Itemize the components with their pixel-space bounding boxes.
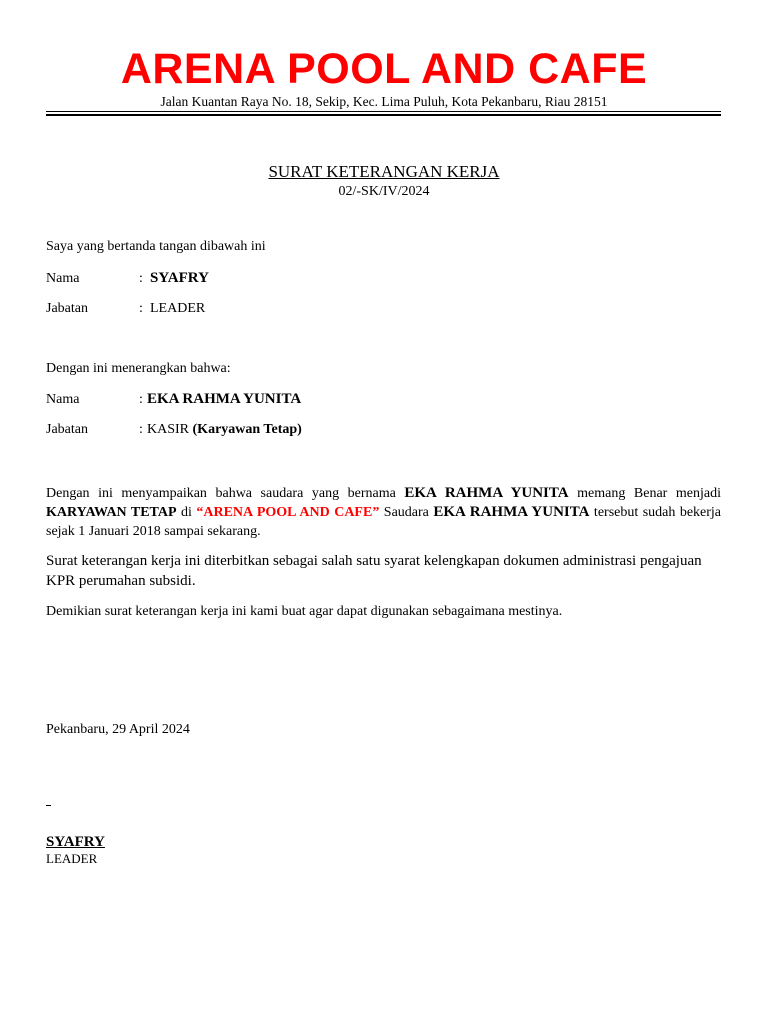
signer-name-value: SYAFRY bbox=[150, 270, 209, 286]
p1-text-b: memang Benar menjadi bbox=[568, 486, 721, 501]
header-divider-thick bbox=[46, 114, 721, 116]
statement-paragraph bbox=[46, 484, 721, 541]
employee-name-label: Nama bbox=[46, 392, 80, 407]
employee-name-colon: : bbox=[139, 392, 143, 407]
document-number: 02/-SK/IV/2024 bbox=[338, 184, 430, 199]
signer-position-value: LEADER bbox=[150, 301, 206, 316]
employee-position-value bbox=[147, 421, 302, 439]
employee-position-label: Jabatan bbox=[46, 422, 88, 437]
signer-name-colon: : bbox=[139, 271, 143, 286]
employee-status: (Karyawan Tetap) bbox=[192, 422, 302, 437]
p1-employee-name-2: EKA RAHMA YUNITA bbox=[433, 504, 590, 520]
header-divider-thin bbox=[46, 111, 721, 112]
place-date: Pekanbaru, 29 April 2024 bbox=[46, 722, 190, 737]
employee-name-value: EKA RAHMA YUNITA bbox=[147, 391, 302, 407]
p1-employment-status: KARYAWAN TETAP bbox=[46, 505, 177, 520]
company-name: ARENA POOL AND CAFE bbox=[120, 45, 648, 93]
signature-mark bbox=[46, 805, 51, 806]
employee-intro: Dengan ini menerangkan bahwa: bbox=[46, 361, 231, 376]
employee-position-text: KASIR bbox=[147, 422, 190, 437]
signer-signature-role: LEADER bbox=[46, 851, 98, 866]
p1-text-d: Saudara bbox=[383, 505, 434, 520]
document-title: SURAT KETERANGAN KERJA bbox=[268, 162, 500, 181]
p1-text-e: tersebut sudah bekerja sejak 1 Januari 2018 sampai sekarang. bbox=[46, 505, 722, 539]
purpose-paragraph: Surat keterangan kerja ini diterbitkan sebagai salah satu syarat kelengkapan dokumen administrasi pengajuan KPR perumahan subsidi. bbox=[46, 553, 702, 589]
p1-company-name: “ARENA POOL AND CAFE” bbox=[196, 505, 380, 520]
signer-position-colon: : bbox=[139, 301, 143, 316]
signer-position-label: Jabatan bbox=[46, 301, 88, 316]
p1-employee-name: EKA RAHMA YUNITA bbox=[404, 485, 569, 501]
closing-paragraph: Demikian surat keterangan kerja ini kami buat agar dapat digunakan sebagaimana mestinya. bbox=[46, 604, 563, 619]
signer-signature-name: SYAFRY bbox=[46, 834, 105, 850]
employee-position-colon: : bbox=[139, 422, 143, 437]
p1-text-a: Dengan ini menyampaikan bahwa saudara yang bernama bbox=[46, 486, 405, 501]
p1-text-c: di bbox=[176, 505, 197, 520]
company-address: Jalan Kuantan Raya No. 18, Sekip, Kec. Lima Puluh, Kota Pekanbaru, Riau 28151 bbox=[160, 94, 608, 109]
signer-name-label: Nama bbox=[46, 271, 80, 286]
signer-intro: Saya yang bertanda tangan dibawah ini bbox=[46, 239, 266, 254]
